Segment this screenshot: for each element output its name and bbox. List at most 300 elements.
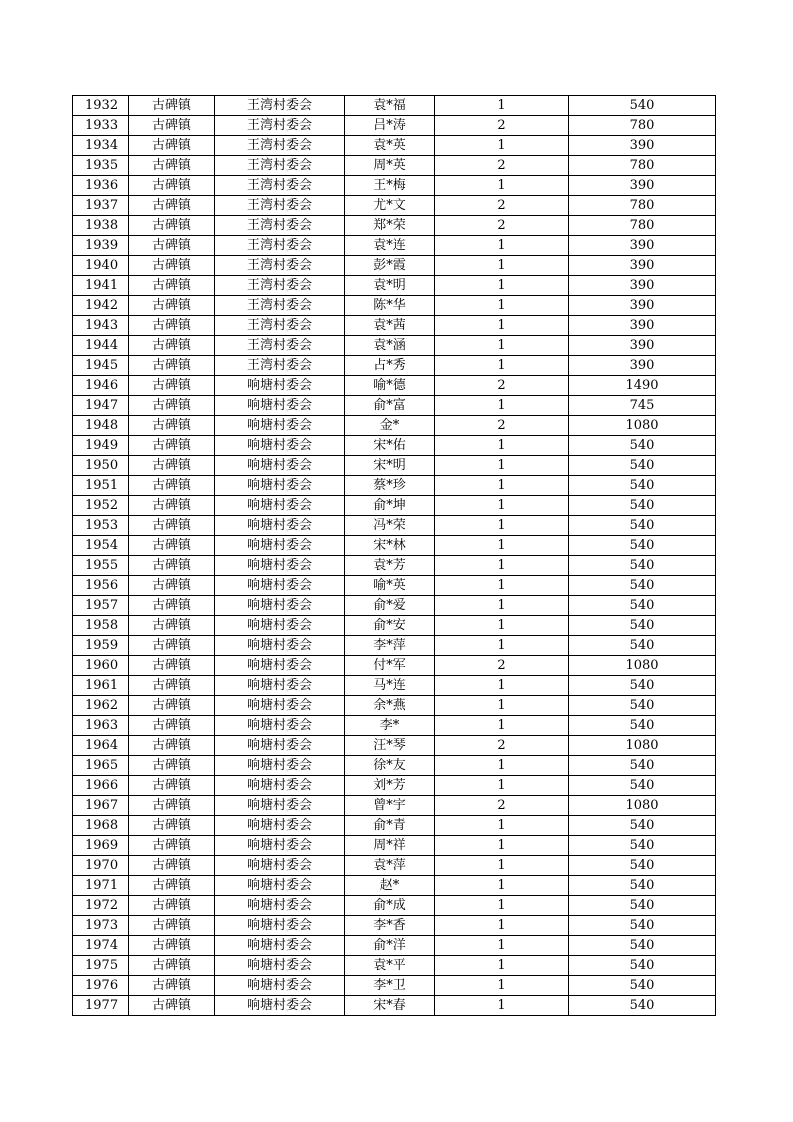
village-committee-cell: 响塘村委会 [215,976,345,996]
amount-cell: 540 [569,836,716,856]
household-count-cell: 1 [435,476,569,496]
table-row [73,916,716,936]
person-name-cell: 吕*涛 [345,116,435,136]
town-cell: 古碑镇 [129,296,215,316]
person-name-cell: 喻*德 [345,376,435,396]
amount-cell: 540 [569,856,716,876]
village-committee-cell: 响塘村委会 [215,776,345,796]
village-committee-cell: 响塘村委会 [215,456,345,476]
table-row [73,196,716,216]
village-committee-cell: 响塘村委会 [215,596,345,616]
town-cell: 古碑镇 [129,436,215,456]
person-name-cell: 周*英 [345,156,435,176]
town-cell: 古碑镇 [129,356,215,376]
household-count-cell: 1 [435,276,569,296]
row-number-cell: 1966 [73,776,129,796]
table-row [73,116,716,136]
person-name-cell: 尤*文 [345,196,435,216]
town-cell: 古碑镇 [129,896,215,916]
row-number-cell: 1952 [73,496,129,516]
village-committee-cell: 响塘村委会 [215,576,345,596]
table-row [73,256,716,276]
household-count-cell: 1 [435,916,569,936]
household-count-cell: 1 [435,96,569,116]
person-name-cell: 俞*青 [345,816,435,836]
amount-cell: 780 [569,156,716,176]
town-cell: 古碑镇 [129,276,215,296]
village-committee-cell: 王湾村委会 [215,336,345,356]
row-number-cell: 1933 [73,116,129,136]
town-cell: 古碑镇 [129,556,215,576]
amount-cell: 540 [569,676,716,696]
household-count-cell: 1 [435,176,569,196]
household-count-cell: 2 [435,736,569,756]
table-row [73,456,716,476]
household-count-cell: 1 [435,616,569,636]
amount-cell: 780 [569,196,716,216]
village-committee-cell: 响塘村委会 [215,996,345,1016]
village-committee-cell: 响塘村委会 [215,696,345,716]
village-committee-cell: 响塘村委会 [215,376,345,396]
person-name-cell: 袁*茜 [345,316,435,336]
village-committee-cell: 响塘村委会 [215,616,345,636]
household-count-cell: 1 [435,436,569,456]
person-name-cell: 俞*富 [345,396,435,416]
row-number-cell: 1964 [73,736,129,756]
town-cell: 古碑镇 [129,616,215,636]
person-name-cell: 袁*福 [345,96,435,116]
amount-cell: 540 [569,916,716,936]
household-count-cell: 1 [435,976,569,996]
village-committee-cell: 响塘村委会 [215,556,345,576]
row-number-cell: 1951 [73,476,129,496]
town-cell: 古碑镇 [129,216,215,236]
table-row [73,156,716,176]
amount-cell: 540 [569,776,716,796]
person-name-cell: 喻*英 [345,576,435,596]
town-cell: 古碑镇 [129,876,215,896]
table-row [73,276,716,296]
table-row [73,676,716,696]
village-committee-cell: 响塘村委会 [215,856,345,876]
amount-cell: 780 [569,216,716,236]
person-name-cell: 曾*宇 [345,796,435,816]
amount-cell: 540 [569,556,716,576]
table-row [73,996,716,1016]
village-committee-cell: 王湾村委会 [215,156,345,176]
household-count-cell: 1 [435,576,569,596]
amount-cell: 540 [569,636,716,656]
table-row [73,476,716,496]
row-number-cell: 1974 [73,936,129,956]
table-row [73,976,716,996]
row-number-cell: 1955 [73,556,129,576]
amount-cell: 540 [569,496,716,516]
town-cell: 古碑镇 [129,796,215,816]
village-committee-cell: 王湾村委会 [215,116,345,136]
person-name-cell: 宋*明 [345,456,435,476]
row-number-cell: 1960 [73,656,129,676]
table-row [73,796,716,816]
person-name-cell: 李*卫 [345,976,435,996]
amount-cell: 540 [569,936,716,956]
table-row [73,556,716,576]
person-name-cell: 汪*琴 [345,736,435,756]
table-row [73,956,716,976]
amount-cell: 390 [569,256,716,276]
person-name-cell: 蔡*珍 [345,476,435,496]
row-number-cell: 1970 [73,856,129,876]
village-committee-cell: 响塘村委会 [215,656,345,676]
amount-cell: 540 [569,876,716,896]
person-name-cell: 陈*华 [345,296,435,316]
village-committee-cell: 响塘村委会 [215,516,345,536]
amount-cell: 540 [569,576,716,596]
amount-cell: 1490 [569,376,716,396]
amount-cell: 1080 [569,416,716,436]
table-row [73,736,716,756]
row-number-cell: 1971 [73,876,129,896]
row-number-cell: 1948 [73,416,129,436]
row-number-cell: 1942 [73,296,129,316]
row-number-cell: 1947 [73,396,129,416]
town-cell: 古碑镇 [129,156,215,176]
table-row [73,616,716,636]
amount-cell: 390 [569,356,716,376]
household-count-cell: 1 [435,496,569,516]
table-row [73,836,716,856]
amount-cell: 540 [569,456,716,476]
village-committee-cell: 王湾村委会 [215,136,345,156]
village-committee-cell: 王湾村委会 [215,236,345,256]
table-row [73,496,716,516]
town-cell: 古碑镇 [129,656,215,676]
amount-cell: 540 [569,596,716,616]
village-committee-cell: 王湾村委会 [215,96,345,116]
household-count-cell: 1 [435,756,569,776]
household-count-cell: 2 [435,376,569,396]
household-count-cell: 1 [435,356,569,376]
person-name-cell: 李* [345,716,435,736]
row-number-cell: 1935 [73,156,129,176]
village-committee-cell: 响塘村委会 [215,436,345,456]
table-body [73,96,716,1016]
row-number-cell: 1939 [73,236,129,256]
amount-cell: 540 [569,476,716,496]
village-committee-cell: 响塘村委会 [215,396,345,416]
row-number-cell: 1958 [73,616,129,636]
person-name-cell: 俞*爱 [345,596,435,616]
table-row [73,716,716,736]
row-number-cell: 1932 [73,96,129,116]
row-number-cell: 1959 [73,636,129,656]
village-committee-cell: 响塘村委会 [215,496,345,516]
household-count-cell: 1 [435,956,569,976]
table-row [73,396,716,416]
row-number-cell: 1934 [73,136,129,156]
village-committee-cell: 响塘村委会 [215,936,345,956]
table-row [73,176,716,196]
table-row [73,896,716,916]
household-count-cell: 1 [435,896,569,916]
amount-cell: 390 [569,136,716,156]
person-name-cell: 俞*成 [345,896,435,916]
amount-cell: 390 [569,316,716,336]
household-count-cell: 2 [435,796,569,816]
household-count-cell: 2 [435,416,569,436]
town-cell: 古碑镇 [129,996,215,1016]
table-row [73,536,716,556]
household-count-cell: 1 [435,836,569,856]
village-committee-cell: 响塘村委会 [215,956,345,976]
village-committee-cell: 王湾村委会 [215,356,345,376]
table-row [73,936,716,956]
household-count-cell: 1 [435,336,569,356]
table-row [73,236,716,256]
household-count-cell: 1 [435,876,569,896]
amount-cell: 540 [569,96,716,116]
town-cell: 古碑镇 [129,576,215,596]
amount-cell: 390 [569,296,716,316]
table-row [73,696,716,716]
amount-cell: 1080 [569,736,716,756]
person-name-cell: 马*连 [345,676,435,696]
person-name-cell: 袁*连 [345,236,435,256]
town-cell: 古碑镇 [129,496,215,516]
row-number-cell: 1956 [73,576,129,596]
town-cell: 古碑镇 [129,376,215,396]
village-committee-cell: 响塘村委会 [215,916,345,936]
amount-cell: 390 [569,336,716,356]
row-number-cell: 1944 [73,336,129,356]
village-committee-cell: 响塘村委会 [215,796,345,816]
amount-cell: 745 [569,396,716,416]
town-cell: 古碑镇 [129,96,215,116]
household-count-cell: 1 [435,996,569,1016]
household-count-cell: 1 [435,676,569,696]
household-count-cell: 1 [435,596,569,616]
household-count-cell: 1 [435,136,569,156]
person-name-cell: 余*燕 [345,696,435,716]
row-number-cell: 1972 [73,896,129,916]
amount-cell: 390 [569,236,716,256]
person-name-cell: 占*秀 [345,356,435,376]
table-row [73,336,716,356]
household-count-cell: 1 [435,696,569,716]
town-cell: 古碑镇 [129,416,215,436]
town-cell: 古碑镇 [129,596,215,616]
amount-cell: 540 [569,816,716,836]
row-number-cell: 1969 [73,836,129,856]
person-name-cell: 李*香 [345,916,435,936]
table-row [73,316,716,336]
person-name-cell: 王*梅 [345,176,435,196]
table-row [73,576,716,596]
person-name-cell: 金* [345,416,435,436]
village-committee-cell: 响塘村委会 [215,416,345,436]
household-count-cell: 1 [435,296,569,316]
town-cell: 古碑镇 [129,516,215,536]
household-count-cell: 1 [435,556,569,576]
household-count-cell: 2 [435,196,569,216]
town-cell: 古碑镇 [129,236,215,256]
town-cell: 古碑镇 [129,456,215,476]
amount-cell: 390 [569,276,716,296]
household-count-cell: 1 [435,856,569,876]
town-cell: 古碑镇 [129,636,215,656]
row-number-cell: 1954 [73,536,129,556]
person-name-cell: 宋*春 [345,996,435,1016]
person-name-cell: 俞*洋 [345,936,435,956]
amount-cell: 540 [569,516,716,536]
table-row [73,416,716,436]
amount-cell: 540 [569,436,716,456]
household-count-cell: 1 [435,636,569,656]
amount-cell: 540 [569,996,716,1016]
village-committee-cell: 响塘村委会 [215,636,345,656]
table-row [73,96,716,116]
village-committee-cell: 响塘村委会 [215,836,345,856]
amount-cell: 540 [569,956,716,976]
town-cell: 古碑镇 [129,916,215,936]
table-row [73,876,716,896]
row-number-cell: 1963 [73,716,129,736]
household-count-cell: 1 [435,536,569,556]
town-cell: 古碑镇 [129,776,215,796]
town-cell: 古碑镇 [129,716,215,736]
village-committee-cell: 响塘村委会 [215,536,345,556]
person-name-cell: 刘*芳 [345,776,435,796]
row-number-cell: 1957 [73,596,129,616]
household-count-cell: 1 [435,256,569,276]
table-row [73,296,716,316]
row-number-cell: 1937 [73,196,129,216]
amount-cell: 780 [569,116,716,136]
person-name-cell: 俞*安 [345,616,435,636]
town-cell: 古碑镇 [129,976,215,996]
village-committee-cell: 响塘村委会 [215,736,345,756]
household-count-cell: 1 [435,516,569,536]
person-name-cell: 李*萍 [345,636,435,656]
person-name-cell: 袁*芳 [345,556,435,576]
person-name-cell: 彭*霞 [345,256,435,276]
table-row [73,636,716,656]
town-cell: 古碑镇 [129,176,215,196]
person-name-cell: 冯*荣 [345,516,435,536]
amount-cell: 540 [569,896,716,916]
household-count-cell: 1 [435,456,569,476]
row-number-cell: 1945 [73,356,129,376]
town-cell: 古碑镇 [129,756,215,776]
village-committee-cell: 响塘村委会 [215,816,345,836]
town-cell: 古碑镇 [129,696,215,716]
amount-cell: 390 [569,176,716,196]
town-cell: 古碑镇 [129,736,215,756]
row-number-cell: 1968 [73,816,129,836]
row-number-cell: 1938 [73,216,129,236]
household-count-cell: 1 [435,236,569,256]
table-row [73,816,716,836]
table-row [73,656,716,676]
town-cell: 古碑镇 [129,676,215,696]
town-cell: 古碑镇 [129,136,215,156]
town-cell: 古碑镇 [129,536,215,556]
amount-cell: 540 [569,716,716,736]
town-cell: 古碑镇 [129,936,215,956]
row-number-cell: 1950 [73,456,129,476]
person-name-cell: 徐*友 [345,756,435,776]
village-committee-cell: 响塘村委会 [215,896,345,916]
town-cell: 古碑镇 [129,816,215,836]
village-committee-cell: 王湾村委会 [215,256,345,276]
row-number-cell: 1946 [73,376,129,396]
village-committee-cell: 响塘村委会 [215,876,345,896]
person-name-cell: 郑*荣 [345,216,435,236]
household-count-cell: 1 [435,716,569,736]
row-number-cell: 1975 [73,956,129,976]
person-name-cell: 袁*平 [345,956,435,976]
amount-cell: 1080 [569,796,716,816]
table-row [73,216,716,236]
town-cell: 古碑镇 [129,476,215,496]
person-name-cell: 俞*坤 [345,496,435,516]
town-cell: 古碑镇 [129,116,215,136]
table-row [73,356,716,376]
person-name-cell: 袁*涵 [345,336,435,356]
town-cell: 古碑镇 [129,336,215,356]
village-committee-cell: 王湾村委会 [215,196,345,216]
table-row [73,596,716,616]
table-row [73,756,716,776]
town-cell: 古碑镇 [129,956,215,976]
household-count-cell: 2 [435,116,569,136]
row-number-cell: 1936 [73,176,129,196]
household-count-cell: 1 [435,316,569,336]
village-committee-cell: 王湾村委会 [215,296,345,316]
village-committee-cell: 王湾村委会 [215,216,345,236]
row-number-cell: 1976 [73,976,129,996]
row-number-cell: 1949 [73,436,129,456]
household-count-cell: 1 [435,936,569,956]
town-cell: 古碑镇 [129,836,215,856]
amount-cell: 540 [569,696,716,716]
town-cell: 古碑镇 [129,316,215,336]
village-committee-cell: 王湾村委会 [215,176,345,196]
household-count-cell: 1 [435,776,569,796]
person-name-cell: 赵* [345,876,435,896]
household-count-cell: 1 [435,396,569,416]
person-name-cell: 付*军 [345,656,435,676]
town-cell: 古碑镇 [129,196,215,216]
village-committee-cell: 响塘村委会 [215,756,345,776]
amount-cell: 1080 [569,656,716,676]
person-name-cell: 周*祥 [345,836,435,856]
village-committee-cell: 王湾村委会 [215,276,345,296]
town-cell: 古碑镇 [129,256,215,276]
amount-cell: 540 [569,756,716,776]
person-name-cell: 宋*佑 [345,436,435,456]
household-count-cell: 2 [435,156,569,176]
table-row [73,776,716,796]
village-committee-cell: 响塘村委会 [215,676,345,696]
row-number-cell: 1967 [73,796,129,816]
row-number-cell: 1941 [73,276,129,296]
row-number-cell: 1965 [73,756,129,776]
table-row [73,856,716,876]
village-committee-cell: 响塘村委会 [215,476,345,496]
town-cell: 古碑镇 [129,396,215,416]
row-number-cell: 1940 [73,256,129,276]
